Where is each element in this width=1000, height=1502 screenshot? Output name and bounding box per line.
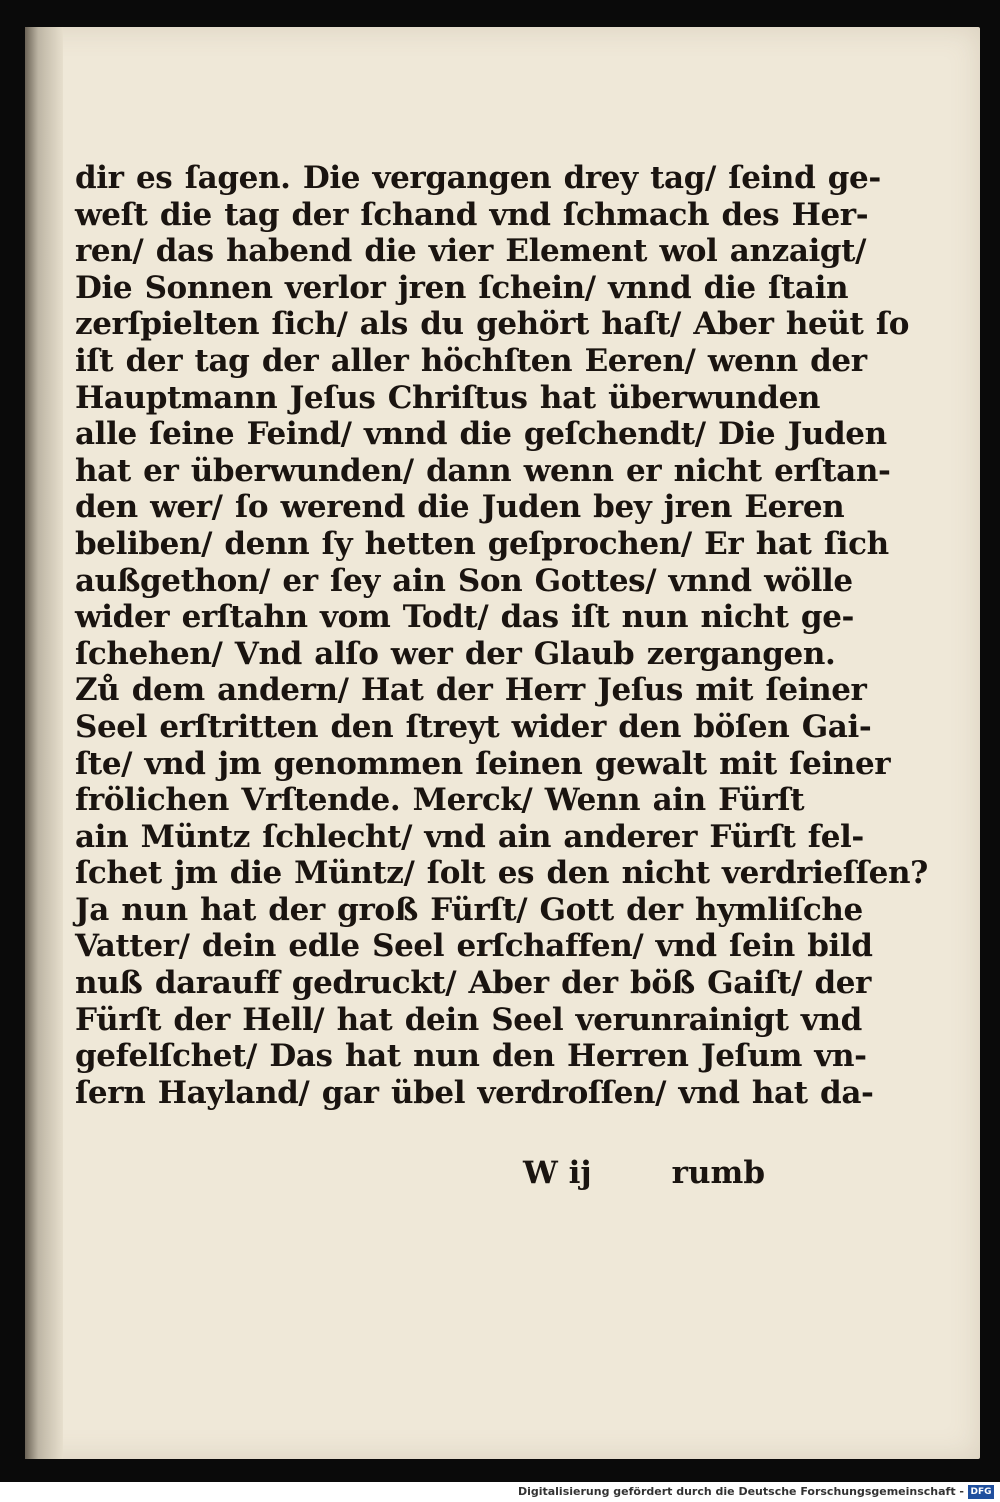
text-line: ain Müntz ſchlecht/ vnd ain anderer Fürſt fel- [75,818,864,855]
text-line: ren/ das habend die vier Element wol anzaigt/ [75,233,866,270]
text-line: nuß darauff gedruckt/ Aber der böß Gaiſt/ der [75,965,871,1002]
text-line: dir es ſagen. Die vergangen drey tag/ ſeind ge- [75,160,881,196]
text-line: Zů dem andern/ Hat der Herr Jeſus mit ſeiner [75,672,867,709]
text-line: ſte/ vnd jm genommen ſeinen gewalt mit ſeiner [75,745,891,782]
text-line: alle ſeine Feind/ vnnd die geſchendt/ Die Juden [75,416,887,453]
text-line: Hauptmann Jeſus Chriſtus hat überwunden [75,379,821,416]
text-line: außgethon/ er ſey ain Son Gottes/ vnnd wölle [75,562,853,599]
text-line: zerſpielten ſich/ als du gehört haſt/ Aber heüt ſo [75,306,910,343]
text-line: den wer/ ſo werend die Juden bey jren Eeren [75,489,845,526]
text-line: Vatter/ dein edle Seel erſchaffen/ vnd ſein bild [75,928,873,965]
funding-credit: Digitalisierung gefördert durch die Deutsche Forschungsgemeinschaft - [517,1485,964,1498]
text-line: beliben/ denn ſy hetten geſprochen/ Er hat ſich [75,525,889,562]
book-page [25,27,980,1459]
text-line: Ja nun hat der groß Fürſt/ Gott der hymliſche [75,891,863,928]
catchword: rumb [671,1155,765,1191]
text-line: weſt die tag der ſchand vnd ſchmach des Her- [75,196,869,233]
text-line: ſern Hayland/ gar übel verdroſſen/ vnd hat da- [75,1074,874,1111]
text-line: ſchet jm die Müntz/ ſolt es den nicht verdrieſſen? [75,855,928,892]
dfg-logo-icon: DFG [968,1485,994,1499]
page-footer-marks [465,1155,765,1195]
text-line: Die Sonnen verlor jren ſchein/ vnnd die ſtain [75,269,849,306]
text-line: wider erſtahn vom Todt/ das iſt nun nicht ge- [75,599,854,636]
text-line: Seel erſtritten den ſtreyt wider den böſen Gai- [75,708,872,745]
digitization-footer [0,1482,1000,1502]
text-line: frölichen Vrſtende. Merck/ Wenn ain Fürſt [75,782,805,819]
text-line: hat er überwunden/ dann wenn er nicht erſtan- [75,452,891,489]
page-text-block [75,160,928,1111]
text-line: gefelſchet/ Das hat nun den Herren Jeſum vn- [75,1038,867,1075]
page-gutter-shadow [25,27,63,1459]
text-line: ſchehen/ Vnd alſo wer der Glaub zergangen. [75,635,836,672]
text-line: iſt der tag der aller höchſten Eeren/ wenn der [75,342,867,379]
signature-mark: W ij [523,1155,592,1191]
text-line: Fürſt der Hell/ hat dein Seel verunrainigt vnd [75,1001,862,1038]
